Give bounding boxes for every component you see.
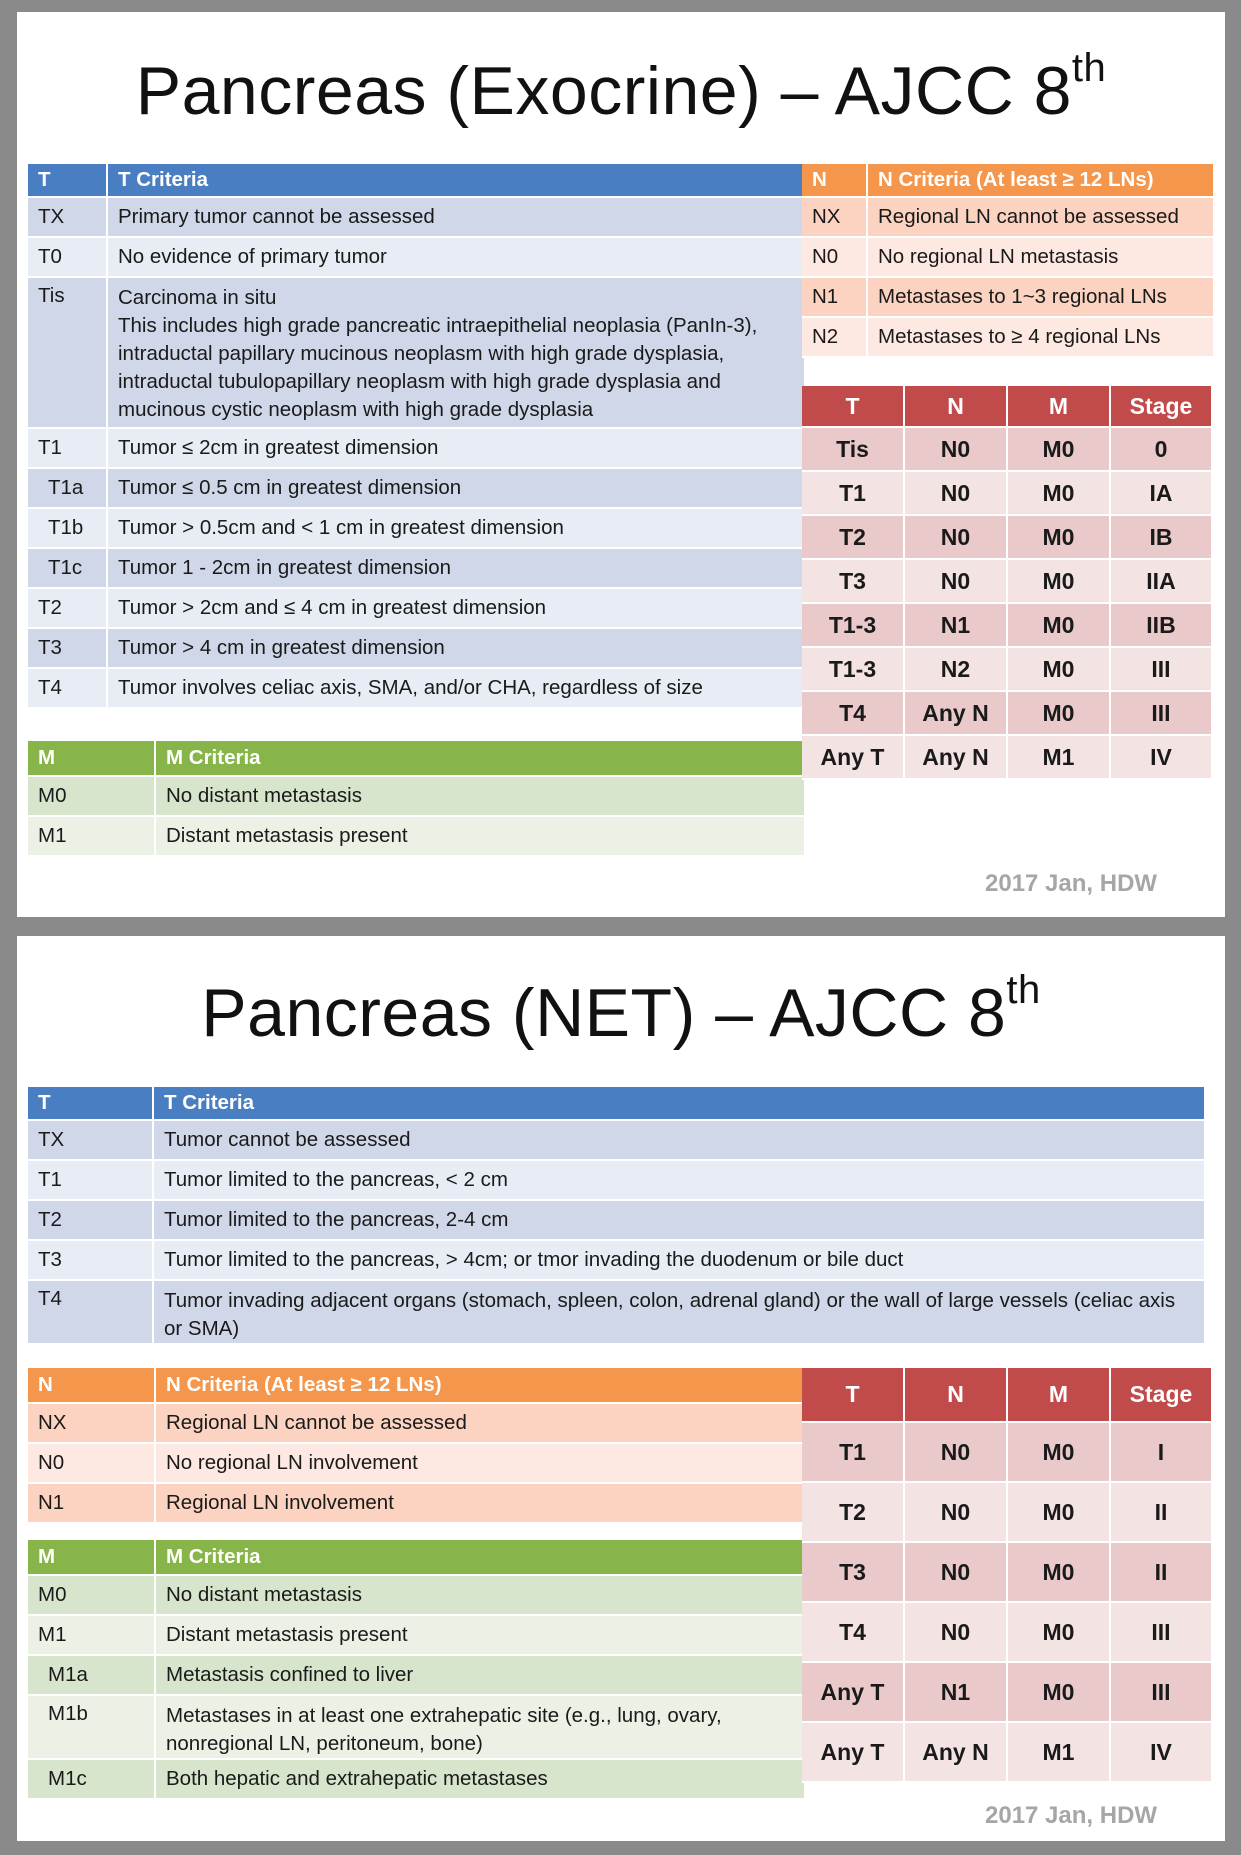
table-row: NX Regional LN cannot be assessed bbox=[802, 198, 1213, 238]
table-header-row: T T Criteria bbox=[28, 164, 804, 198]
table-row: M1b Metastases in at least one extrahepatic site (e.g., lung, ovary, nonregional LN, peritoneum, bone) bbox=[28, 1696, 804, 1760]
table-row: T3 N0 M0 II bbox=[802, 1543, 1213, 1603]
table-row: T1-3 N1 M0 IIB bbox=[802, 604, 1213, 648]
table-row: T1 Tumor limited to the pancreas, < 2 cm bbox=[28, 1161, 1204, 1201]
table-row: T4 Tumor involves celiac axis, SMA, and/or CHA, regardless of size bbox=[28, 669, 804, 709]
table-row: T3 N0 M0 IIA bbox=[802, 560, 1213, 604]
table-row: T1 N0 M0 IA bbox=[802, 472, 1213, 516]
table-row: T2 Tumor limited to the pancreas, 2-4 cm bbox=[28, 1201, 1204, 1241]
table-header-row: T T Criteria bbox=[28, 1087, 1204, 1121]
table-row: T1b Tumor > 0.5cm and < 1 cm in greatest dimension bbox=[28, 509, 804, 549]
slide-net bbox=[17, 936, 1225, 1841]
table-row: T2 N0 M0 II bbox=[802, 1483, 1213, 1543]
table-row: T0 No evidence of primary tumor bbox=[28, 238, 804, 278]
table-row: TX Primary tumor cannot be assessed bbox=[28, 198, 804, 238]
table-row: T4 Tumor invading adjacent organs (stomach, spleen, colon, adrenal gland) or the wall of large vessels (celiac axis or SMA) bbox=[28, 1281, 1204, 1345]
footer-credit: 2017 Jan, HDW bbox=[985, 870, 1158, 897]
table-header-row: T N M Stage bbox=[802, 1368, 1213, 1423]
table-row: Any T Any N M1 IV bbox=[802, 736, 1213, 780]
table-row: N2 Metastases to ≥ 4 regional LNs bbox=[802, 318, 1213, 358]
table-row: T1-3 N2 M0 III bbox=[802, 648, 1213, 692]
table-row: N0 No regional LN metastasis bbox=[802, 238, 1213, 278]
table-row: Tis Carcinoma in situ This includes high grade pancreatic intraepithelial neoplasia (PanIn-3), intraductal papillary mucinous neoplasm with high grade dysplasia, intraductal tubulopapillary neoplasm with high grade dysplasia and mucinous cystic neoplasm with high grade dysplasia bbox=[28, 278, 804, 429]
slide-title: Pancreas (NET) – AJCC 8th bbox=[201, 968, 1041, 1051]
slide-exocrine bbox=[17, 12, 1225, 917]
stage-table bbox=[802, 1368, 1213, 1783]
footer-credit: 2017 Jan, HDW bbox=[985, 1802, 1158, 1829]
n-criteria-table bbox=[802, 164, 1213, 358]
t-criteria-table bbox=[28, 1087, 1204, 1345]
slide-title: Pancreas (Exocrine) – AJCC 8th bbox=[135, 46, 1107, 129]
table-row: Any T N1 M0 III bbox=[802, 1663, 1213, 1723]
table-row: N0 No regional LN involvement bbox=[28, 1444, 804, 1484]
table-row: T3 Tumor limited to the pancreas, > 4cm; or tmor invading the duodenum or bile duct bbox=[28, 1241, 1204, 1281]
m-criteria-table bbox=[28, 741, 804, 857]
table-row: T1 Tumor ≤ 2cm in greatest dimension bbox=[28, 429, 804, 469]
table-header-row: N N Criteria (At least ≥ 12 LNs) bbox=[802, 164, 1213, 198]
t-criteria-table bbox=[28, 164, 804, 709]
table-header-row: N N Criteria (At least ≥ 12 LNs) bbox=[28, 1368, 804, 1404]
table-row: T2 N0 M0 IB bbox=[802, 516, 1213, 560]
table-header-row: T N M Stage bbox=[802, 386, 1213, 428]
table-row: M0 No distant metastasis bbox=[28, 1576, 804, 1616]
table-row: T1c Tumor 1 - 2cm in greatest dimension bbox=[28, 549, 804, 589]
table-row: N1 Metastases to 1~3 regional LNs bbox=[802, 278, 1213, 318]
table-row: T2 Tumor > 2cm and ≤ 4 cm in greatest dimension bbox=[28, 589, 804, 629]
table-row: T3 Tumor > 4 cm in greatest dimension bbox=[28, 629, 804, 669]
m-criteria-table bbox=[28, 1540, 804, 1800]
table-row: M1 Distant metastasis present bbox=[28, 817, 804, 857]
table-row: Tis N0 M0 0 bbox=[802, 428, 1213, 472]
stage-table bbox=[802, 386, 1213, 780]
table-row: M1 Distant metastasis present bbox=[28, 1616, 804, 1656]
table-row: M0 No distant metastasis bbox=[28, 777, 804, 817]
table-header-row: M M Criteria bbox=[28, 1540, 804, 1576]
table-row: Any T Any N M1 IV bbox=[802, 1723, 1213, 1783]
table-row: T4 N0 M0 III bbox=[802, 1603, 1213, 1663]
table-row: M1c Both hepatic and extrahepatic metastases bbox=[28, 1760, 804, 1800]
table-row: T4 Any N M0 III bbox=[802, 692, 1213, 736]
table-row: T1 N0 M0 I bbox=[802, 1423, 1213, 1483]
n-criteria-table bbox=[28, 1368, 804, 1524]
table-row: NX Regional LN cannot be assessed bbox=[28, 1404, 804, 1444]
table-row: N1 Regional LN involvement bbox=[28, 1484, 804, 1524]
table-row: T1a Tumor ≤ 0.5 cm in greatest dimension bbox=[28, 469, 804, 509]
table-row: TX Tumor cannot be assessed bbox=[28, 1121, 1204, 1161]
table-row: M1a Metastasis confined to liver bbox=[28, 1656, 804, 1696]
table-header-row: M M Criteria bbox=[28, 741, 804, 777]
